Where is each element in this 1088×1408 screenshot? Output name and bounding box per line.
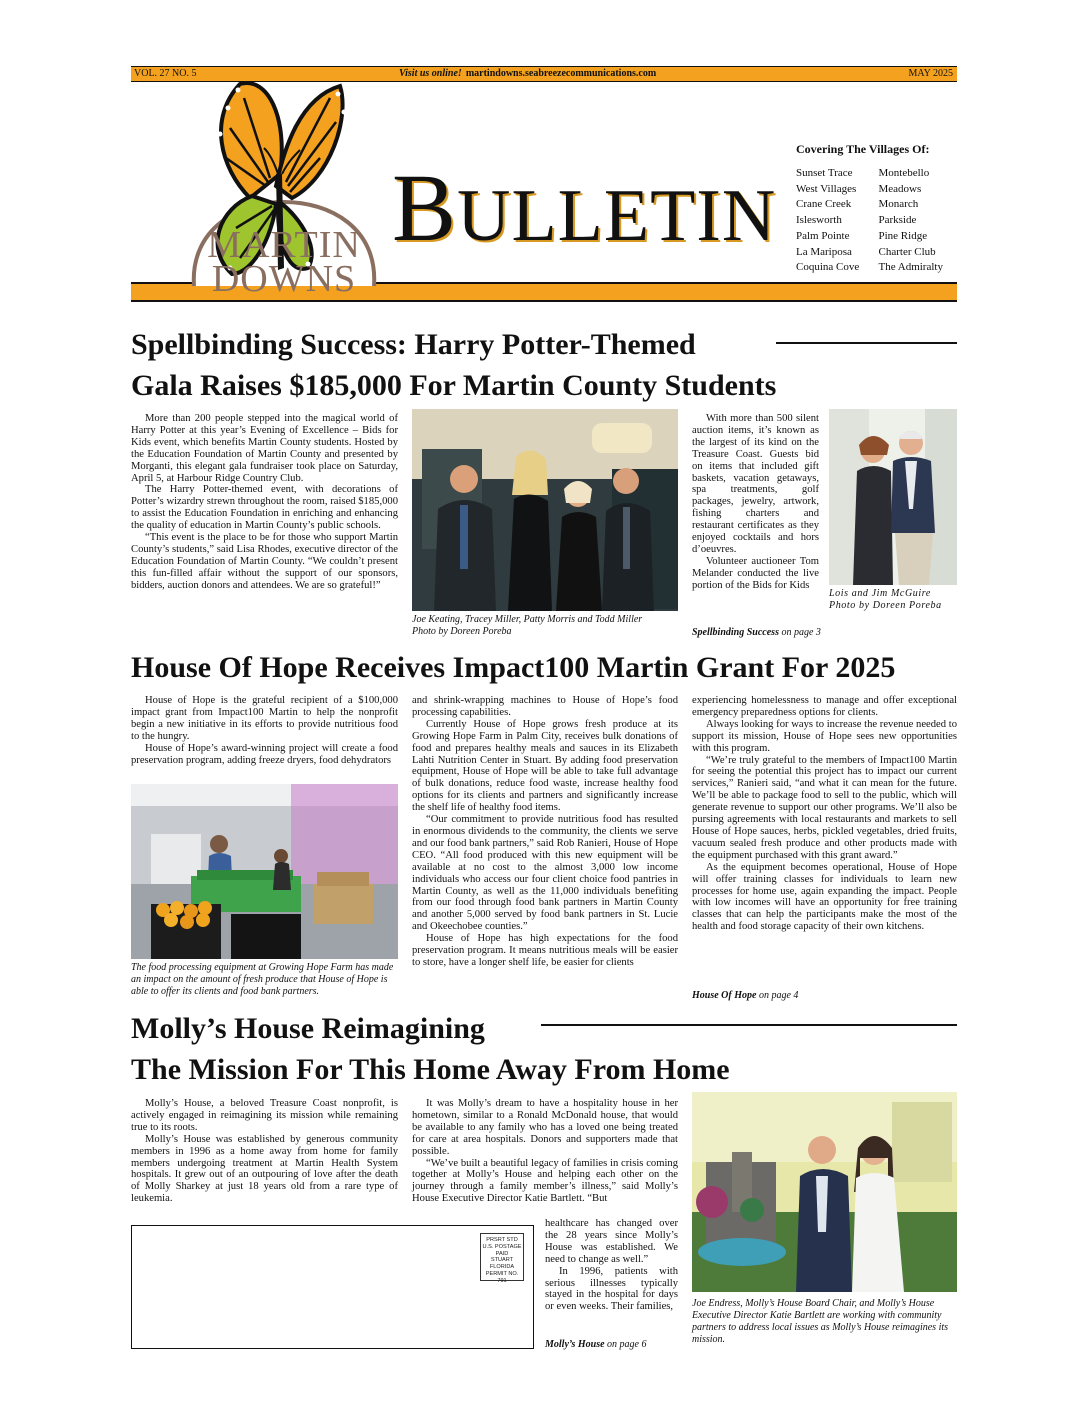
- title-rest: ULLETIN: [457, 175, 777, 257]
- jump-page: on page 6: [604, 1339, 647, 1350]
- article3-continued-link[interactable]: [545, 1339, 647, 1350]
- article2-continued-link[interactable]: [692, 990, 798, 1001]
- village-item: Islesworth: [796, 214, 842, 227]
- volume-number: VOL. 27 NO. 5: [134, 68, 197, 79]
- permit-line: FLORIDA: [489, 1264, 515, 1271]
- caption-line: Joe Keating, Tracey Miller, Patty Morris and Todd Miller: [412, 614, 643, 625]
- article3-column-2: [412, 1098, 678, 1205]
- village-item: The Admiralty: [878, 261, 943, 274]
- logo-wordmark: [186, 224, 382, 300]
- paragraph: With more than 500 silent auction items, it’s known as the largest of its kind on the Treasure Coast. Guests bid on items that included gift baskets, vacation getaways, spa treatments, golf packages, jewelry, artwork, fishing charters and restaurant certificates as they enjoyed cocktails and hors d’oeuvres.: [692, 413, 819, 555]
- paragraph: “We’re truly grateful to the members of Impact100 Martin for seeing the potential this project has to impact our current services,” Ranieri said, “and what it can mean for the future. We’ll be able to package food to sell to the public, which will generate revenue to support our other programs. We’ll also be pursing agreements with local restaurants and markets to sell House of Hope sauces, herbs, pickled vegetables, dried fruits, vacuum sealed fresh produce and other products made with the equipment purchased with this grant award.”: [692, 754, 957, 861]
- permit-line: PRSRT STD: [486, 1237, 518, 1243]
- paragraph: Molly’s House was established by generous community members in 1996 as a home away from home for family members undergoing treatment at Martin Health System hospitals. It grew out of an outpouring of love after the death of Molly Sharkey at just 18 years old from a rare type of leukemia.: [131, 1133, 398, 1205]
- villages-left-column: [796, 166, 879, 276]
- paragraph: House of Hope is the grateful recipient of a $100,000 impact grant from Impact100 Martin to help the nonprofit begin a new initiative in its efforts to provide nutritious food to the hungry.: [131, 695, 398, 742]
- village-item: Coquina Cove: [796, 261, 860, 274]
- village-item: Sunset Trace: [796, 167, 853, 179]
- village-item: Monarch: [878, 198, 919, 211]
- gala-photo-caption: [412, 614, 678, 638]
- jump-title: House Of Hope: [692, 990, 757, 1001]
- paragraph: As the equipment becomes operational, House of Hope will offer training classes for individuals to learn new processes for home use, again expanding the impact. People with low incomes will have an opportunity for free training classes that can help the participants make the most of the health and food storage capacity of their own kitchens.: [692, 861, 957, 933]
- website-line[interactable]: [399, 67, 656, 80]
- paragraph: “This event is the place to be for those who support Martin County’s students,” said Lisa Rhodes, executive director of the Education Foundation of Martin County. “We couldn’t present this fun-filled affair without the support of our sponsors, bidders, auction donors and attendees. We are so grateful!”: [131, 532, 398, 591]
- logo-line-2: DOWNS: [211, 258, 357, 300]
- logo-line-1: MARTIN: [207, 224, 361, 266]
- caption-credit: Photo by Doreen Poreba: [829, 600, 942, 611]
- article3-column-1: [131, 1098, 398, 1205]
- article3-headline-line1: Molly’s House Reimagining: [131, 1012, 485, 1045]
- article1-column-1: [131, 413, 398, 592]
- paragraph: Molly’s House, a beloved Treasure Coast nonprofit, is actively engaged in reimagining its mission while remaining true to its roots.: [131, 1098, 398, 1133]
- issue-date: MAY 2025: [908, 68, 953, 79]
- village-item: Pine Ridge: [878, 229, 928, 242]
- jump-title: Molly’s House: [545, 1339, 605, 1350]
- gala-group-photo: [412, 409, 678, 611]
- mailing-label-box: [131, 1225, 534, 1349]
- paragraph: healthcare has changed over the 28 years since Molly’s House was established. We need to change as well.”: [545, 1218, 678, 1265]
- visit-label: Visit us online!: [399, 68, 462, 79]
- article1-column-3: [692, 413, 819, 592]
- caption-credit: Photo by Doreen Poreba: [412, 626, 512, 637]
- article3-column-2b: [545, 1218, 678, 1313]
- paragraph: The Harry Potter-themed event, with decorations of Potter’s wizardry strewn throughout the room, raised $185,000 to assist the Education Foundation in enriching and enhancing the quality of education in Martin County’s public schools.: [131, 484, 398, 532]
- postage-permit-indicia: [480, 1233, 524, 1284]
- caption-line: Lois and Jim McGuire: [829, 588, 931, 599]
- article1-continued-link[interactable]: [692, 627, 821, 638]
- village-item: Crane Creek: [796, 198, 852, 211]
- website-url[interactable]: martindowns.seabreezecommunications.com: [465, 68, 657, 79]
- villages-right-column: [879, 166, 962, 276]
- village-item: Charter Club: [878, 245, 936, 258]
- title-initial: B: [392, 154, 458, 261]
- mcguire-photo-caption: [829, 588, 957, 612]
- paragraph: More than 200 people stepped into the magical world of Harry Potter at this year’s Evening of Excellence – Bids for Kids event, which benefits Martin County students. Hosted by the Education Foundation of Martin County and presented by Morganti, this elegant gala fundraiser took place on Saturday, April 5, at Harbour Ridge Country Club.: [131, 413, 398, 484]
- jump-title: Spellbinding Success: [692, 627, 779, 638]
- mcguire-couple-photo: [829, 409, 957, 585]
- paragraph: Volunteer auctioneer Tom Melander conducted the live portion of the Bids for Kids: [692, 555, 819, 591]
- permit-line: PERMIT NO. 791: [485, 1270, 519, 1284]
- jump-page: on page 4: [756, 990, 799, 1001]
- headline-rule: [541, 1024, 957, 1026]
- village-item: Parkside: [878, 214, 917, 227]
- permit-line: U.S. POSTAGE: [482, 1243, 522, 1250]
- paragraph: Always looking for ways to increase the revenue needed to support its mission, House of Hope sees new opportunities with this program.: [692, 718, 957, 754]
- village-item: La Mariposa: [796, 245, 852, 258]
- paragraph: House of Hope has high expectations for the food preservation program. It means nutritious meals will be easier to store, have a longer shelf life, be easier for clients: [412, 933, 678, 968]
- paragraph: House of Hope’s award-winning project will create a food preservation program, adding freeze dryers, food dehydrators: [131, 742, 398, 766]
- food-processing-photo: [131, 784, 398, 959]
- article1-headline-line1: Spellbinding Success: Harry Potter-Themed: [131, 328, 696, 361]
- mollys-house-photo: [692, 1092, 957, 1292]
- paragraph: and shrink-wrapping machines to House of Hope’s food processing capabilities.: [412, 695, 678, 718]
- paragraph: “We’ve built a beautiful legacy of families in crisis coming together at Molly’s House and helping each other on the journey through a family member’s illness,” said Molly’s House Executive Director Katie Bartlett. “But: [412, 1157, 678, 1205]
- village-item: Meadows: [878, 182, 922, 195]
- article3-headline-line2: The Mission For This Home Away From Home: [131, 1053, 730, 1086]
- paragraph: experiencing homelessness to manage and offer exceptional emergency preparedness options for clients.: [692, 695, 957, 718]
- paragraph: Currently House of Hope grows fresh produce at its Growing Hope Farm in Palm City, receives bulk donations of food and prepares healthy meals and sauces in its Elizabeth Lahti Nutrition Center in Stuart. By adding food preservation equipment, House of Hope will be able to take full advantage of bulk donations, reduce food waste, increase healthy food options for its clients and partners and significantly increase the shelf life of healthy food items.: [412, 718, 678, 814]
- article1-headline-line2: Gala Raises $185,000 For Martin County Students: [131, 369, 777, 402]
- article2-column-3: [692, 695, 957, 933]
- mollys-photo-caption: Joe Endress, Molly’s House Board Chair, and Molly’s House Executive Director Katie Bartlett are working with community partners to address local issues as Molly’s House reimagines its mission.: [692, 1298, 949, 1345]
- paragraph: It was Molly’s dream to have a hospitality house in her hometown, similar to a Ronald McDonald house, that would be available to any family who has a loved one being treated for care at area hospitals. Donors and supporters made that possible.: [412, 1098, 678, 1157]
- villages-list: [796, 142, 961, 276]
- paragraph: “Our commitment to provide nutritious food has resulted in enormous dividends to the community, the clients we serve and our food bank partners,” said Rob Ranieri, House of Hope CEO. “All food produced with this new equipment will be available at no cost to the almost 3,000 low income individuals who access our four client choice food pantries in Martin County, as well as the 11,000 individuals benefiting from our food through food bank partners in Martin County and another 5,000 served by food bank partners in St. Lucie and Okeechobee counties.”: [412, 814, 678, 933]
- permit-line: STUART: [490, 1257, 514, 1264]
- permit-line: PAID: [495, 1250, 509, 1257]
- village-item: Palm Pointe: [796, 229, 850, 242]
- article2-column-1: [131, 695, 398, 766]
- paragraph: In 1996, patients with serious illnesses typically stayed in the hospital for days or even weeks. Their families,: [545, 1265, 678, 1313]
- headline-rule: [776, 342, 957, 344]
- article2-headline: House Of Hope Receives Impact100 Martin Grant For 2025: [131, 651, 896, 684]
- jump-page: on page 3: [778, 627, 821, 638]
- villages-heading: Covering The Villages Of:: [796, 142, 930, 156]
- village-item: Montebello: [878, 167, 930, 179]
- food-photo-caption: The food processing equipment at Growing Hope Farm has made an impact on the amount of fresh produce that House of Hope is able to offer its clients and food bank partners.: [131, 962, 394, 997]
- village-item: West Villages: [796, 182, 857, 195]
- article2-column-2: [412, 695, 678, 969]
- masthead-title: [392, 152, 776, 263]
